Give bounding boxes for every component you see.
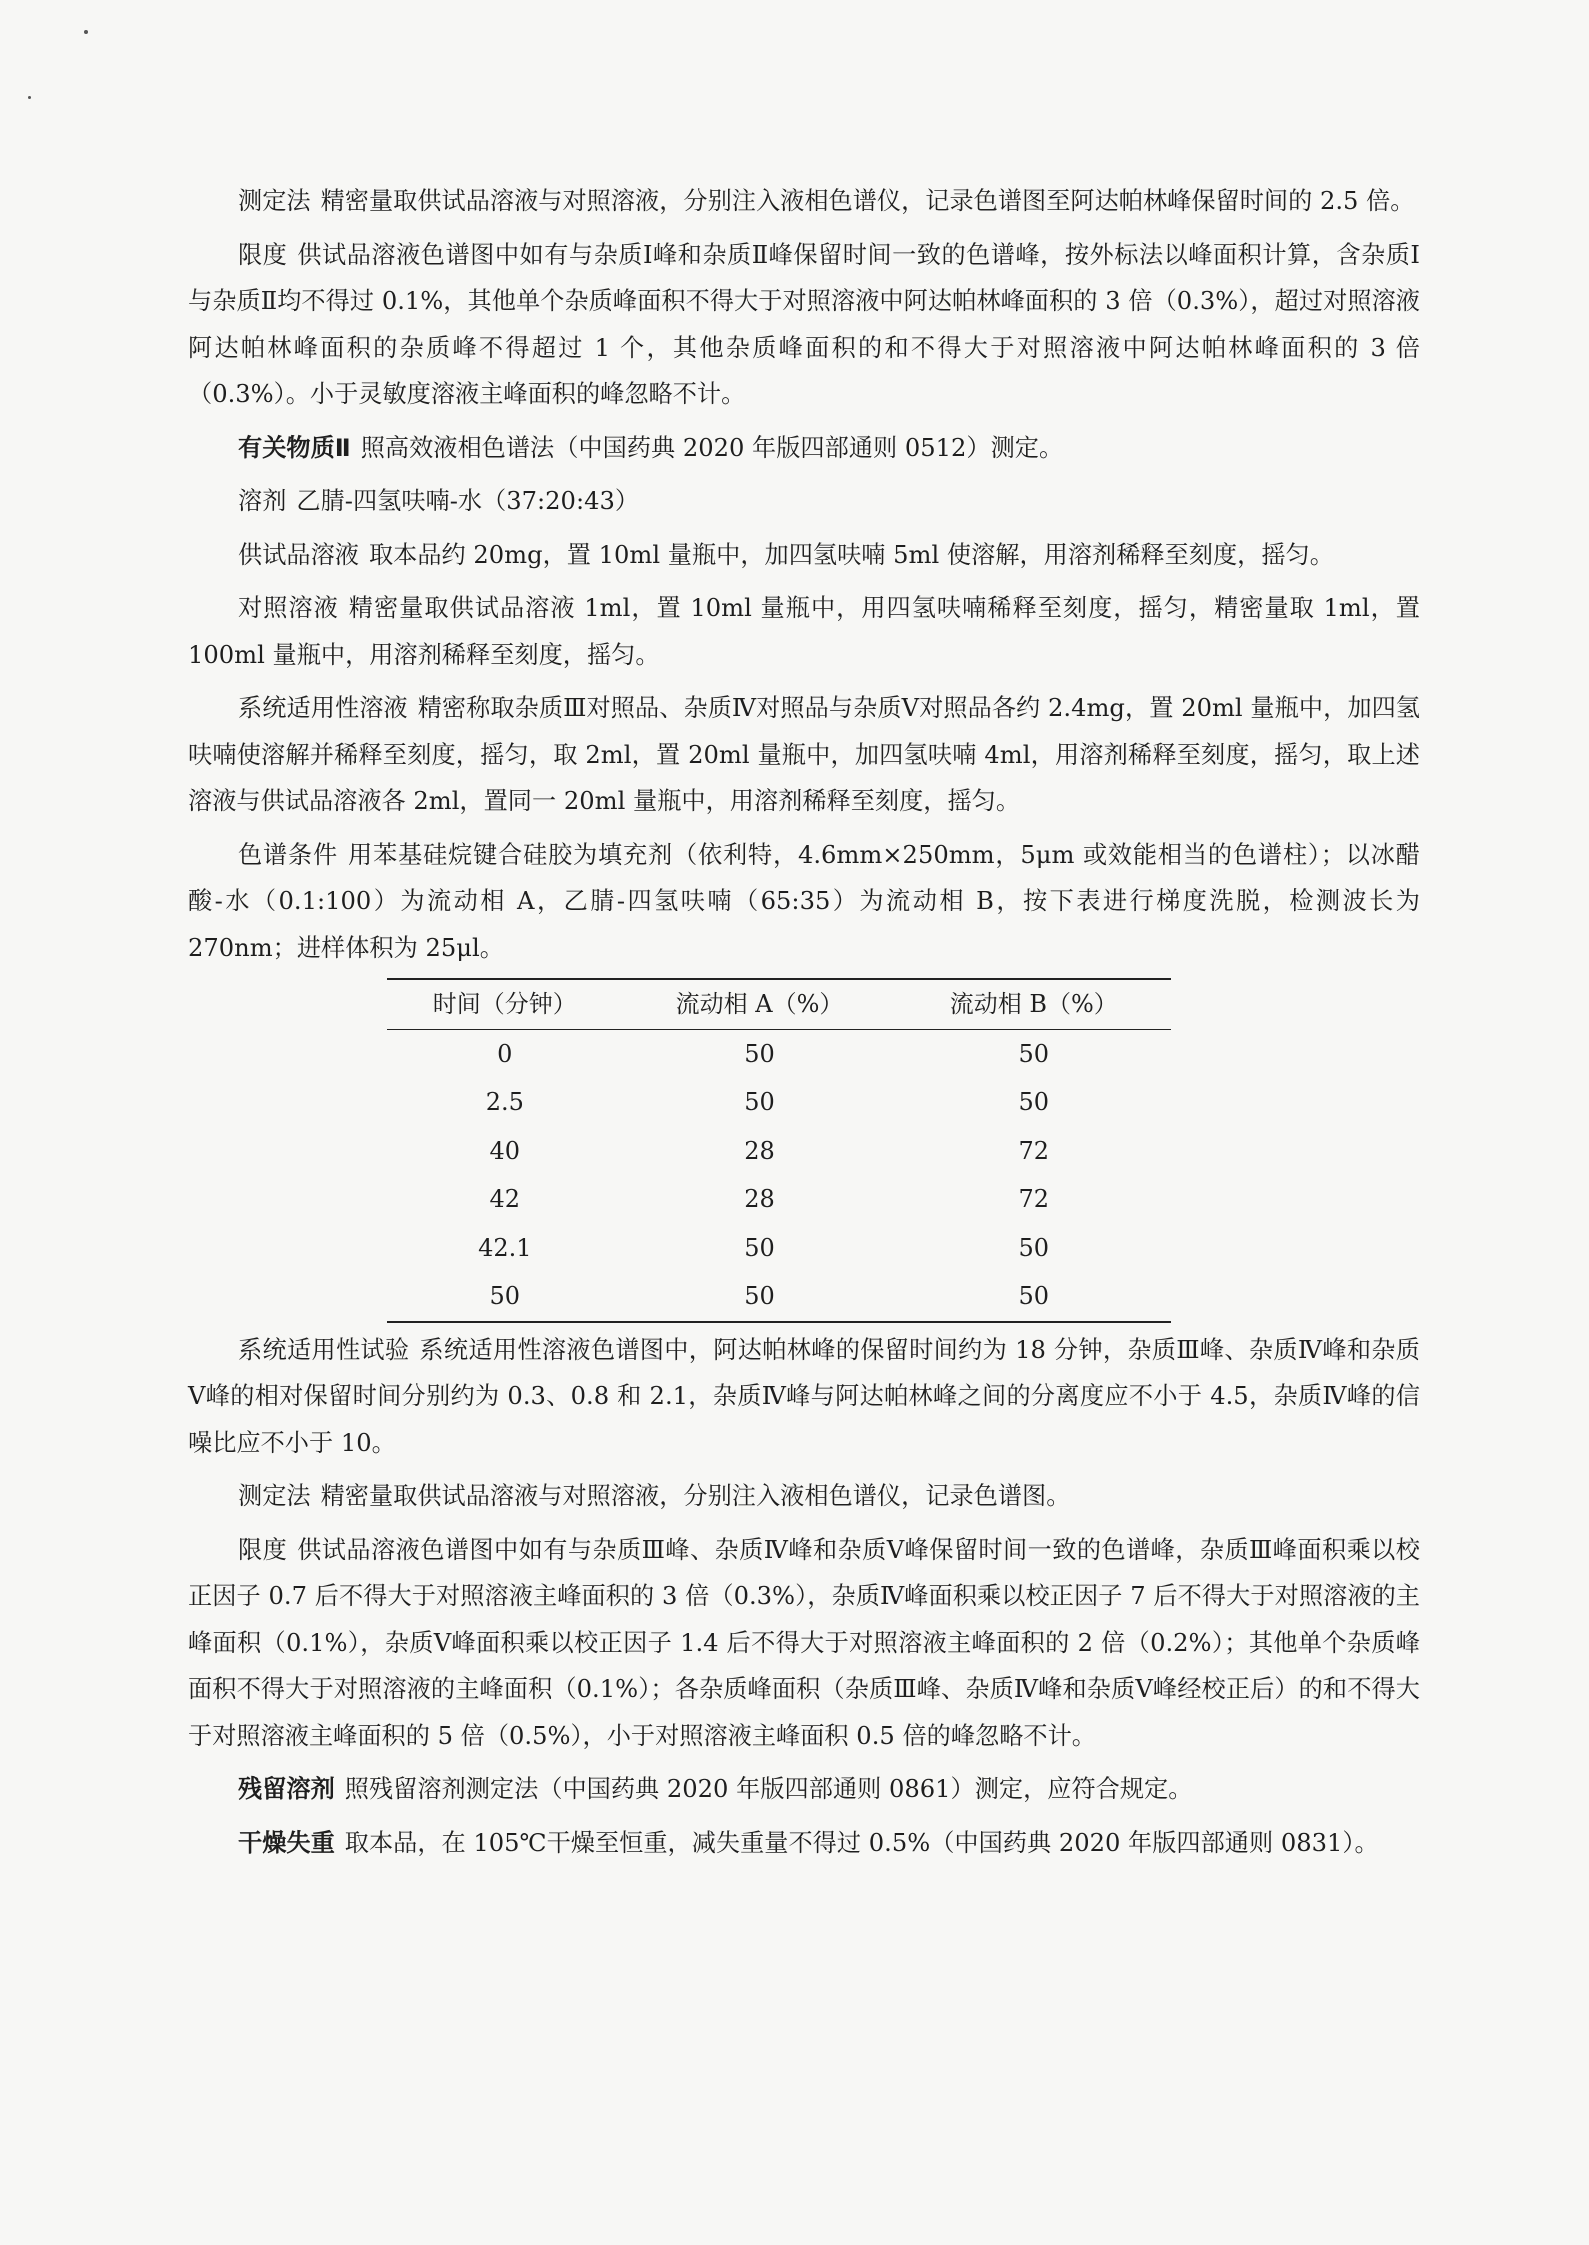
- paragraph-label: 系统适用性溶液: [238, 694, 408, 722]
- table-cell: 42: [489, 1185, 521, 1213]
- table-header-phase-b: 流动相 B（%）: [897, 979, 1171, 1029]
- paragraph-label: 限度: [238, 1535, 288, 1564]
- paragraph: [188, 1473, 1420, 1520]
- table-cell: 72: [1018, 1136, 1050, 1165]
- paragraph-label: 残留溶剂: [238, 1775, 335, 1803]
- paragraph-text: 取本品，在 105℃干燥至恒重，减失重量不得过 0.5%（中国药典 2020 年版四部通则 0831）。: [344, 1828, 1379, 1857]
- paragraph-label: 测定法: [238, 1482, 311, 1510]
- paragraph-label: 溶剂: [238, 487, 287, 515]
- paragraph: [188, 832, 1420, 972]
- paragraph: [188, 232, 1420, 418]
- paragraph: [188, 1820, 1420, 1867]
- paragraph-text: 供试品溶液色谱图中如有与杂质Ⅲ峰、杂质Ⅳ峰和杂质Ⅴ峰保留时间一致的色谱峰，杂质Ⅲ峰面积乘以校正因子 0.7 后不得大于对照溶液主峰面积的 3 倍（0.3%），杂质Ⅳ峰面积乘以校正因子 7 后不得大于对照溶液的主峰面积（0.1%），杂质Ⅴ峰面积乘以校正因子 1.4 后不得大于对照溶液主峰面积的 2 倍（0.2%）；其他单个杂质峰面积不得大于对照溶液的主峰面积（0.1%）；各杂质峰面积（杂质Ⅲ峰、杂质Ⅳ峰和杂质Ⅴ峰经校正后）的和不得大于对照溶液主峰面积的 5 倍（0.5%），小于对照溶液主峰面积 0.5 倍的峰忽略不计。: [188, 1535, 1420, 1750]
- table-cell: 50: [1018, 1233, 1050, 1262]
- paragraph: [188, 585, 1420, 678]
- paragraph-text: 取本品约 20mg，置 10ml 量瓶中，加四氢呋喃 5ml 使溶解，用溶剂稀释至刻度，摇匀。: [368, 540, 1334, 569]
- paragraph-label: 限度: [238, 240, 288, 269]
- paragraph-text: 精密量取供试品溶液 1ml，置 10ml 量瓶中，用四氢呋喃稀释至刻度，摇匀，精密量取 1ml，置 100ml 量瓶中，用溶剂稀释至刻度，摇匀。: [188, 594, 1420, 669]
- paragraph-label: 测定法: [238, 187, 311, 215]
- paragraph-group-top: [188, 178, 1420, 971]
- paragraph-text: 精密量取供试品溶液与对照溶液，分别注入液相色谱仪，记录色谱图至阿达帕林峰保留时间的 2.5 倍。: [320, 187, 1415, 215]
- table-cell: 50: [623, 1272, 897, 1322]
- paragraph: [188, 685, 1420, 825]
- paragraph: [188, 178, 1420, 225]
- paragraph-group-bottom: [188, 1327, 1420, 1867]
- table-cell: 50: [1018, 1088, 1050, 1116]
- paragraph-label: 干燥失重: [238, 1828, 335, 1857]
- table-cell: 42.1: [478, 1233, 532, 1262]
- gradient-table: [387, 978, 1171, 1323]
- scan-speck: [84, 30, 88, 34]
- table-header-time: 时间（分钟）: [387, 979, 623, 1029]
- table-cell: 72: [1018, 1185, 1050, 1213]
- table-cell: 28: [744, 1185, 775, 1213]
- table-body: [387, 1029, 1171, 1322]
- paragraph-text: 乙腈-四氢呋喃-水（37:20:43）: [296, 487, 640, 515]
- table-cell: 50: [744, 1233, 775, 1262]
- paragraph-text: 供试品溶液色谱图中如有与杂质Ⅰ峰和杂质Ⅱ峰保留时间一致的色谱峰，按外标法以峰面积计算，含杂质Ⅰ与杂质Ⅱ均不得过 0.1%，其他单个杂质峰面积不得大于对照溶液中阿达帕林峰面积的 3 倍（0.3%），超过对照溶液阿达帕林峰面积的杂质峰不得超过 1 个，其他杂质峰面积的和不得大于对照溶液中阿达帕林峰面积的 3 倍（0.3%）。小于灵敏度溶液主峰面积的峰忽略不计。: [188, 240, 1420, 408]
- table-row: [387, 1272, 1171, 1322]
- gradient-table-wrapper: [188, 978, 1420, 1323]
- paragraph: [188, 1527, 1420, 1760]
- paragraph: [188, 425, 1420, 472]
- paragraph-label: 对照溶液: [238, 594, 339, 622]
- scan-speck: [28, 96, 31, 99]
- paragraph-text: 照残留溶剂测定法（中国药典 2020 年版四部通则 0861）测定，应符合规定。: [344, 1775, 1193, 1803]
- table-row: [387, 1029, 1171, 1078]
- paragraph-text: 精密量取供试品溶液与对照溶液，分别注入液相色谱仪，记录色谱图。: [320, 1482, 1071, 1510]
- table-row: [387, 1224, 1171, 1273]
- table-cell: 50: [744, 1039, 775, 1068]
- paragraph-text: 系统适用性溶液色谱图中，阿达帕林峰的保留时间约为 18 分钟，杂质Ⅲ峰、杂质Ⅳ峰和杂质Ⅴ峰的相对保留时间分别约为 0.3、0.8 和 2.1，杂质Ⅳ峰与阿达帕林峰之间的分离度应不小于 4.5，杂质Ⅳ峰的信噪比应不小于 10。: [188, 1335, 1420, 1457]
- document-body: [188, 178, 1420, 1873]
- paragraph-label: 供试品溶液: [238, 540, 359, 569]
- paragraph-text: 用苯基硅烷键合硅胶为填充剂（依利特，4.6mm×250mm，5μm 或效能相当的色谱柱）；以冰醋酸-水（0.1:100）为流动相 A，乙腈-四氢呋喃（65:35）为流动相 B，按下表进行梯度洗脱，检测波长为 270nm；进样体积为 25μl。: [188, 840, 1420, 962]
- table-cell: 50: [744, 1088, 775, 1116]
- table-cell: 50: [1018, 1039, 1050, 1068]
- table-header-phase-a: 流动相 A（%）: [623, 979, 897, 1029]
- paragraph-label: 色谱条件: [238, 840, 338, 869]
- table-cell: 2.5: [485, 1088, 524, 1116]
- table-header-row: [387, 979, 1171, 1029]
- paragraph-text: 精密称取杂质Ⅲ对照品、杂质Ⅳ对照品与杂质Ⅴ对照品各约 2.4mg，置 20ml 量瓶中，加四氢呋喃使溶解并稀释至刻度，摇匀，取 2ml，置 20ml 量瓶中，加四氢呋喃 4ml，用溶剂稀释至刻度，摇匀，取上述溶液与供试品溶液各 2ml，置同一 20ml 量瓶中，用溶剂稀释至刻度，摇匀。: [188, 694, 1420, 815]
- table-row: [387, 1078, 1171, 1127]
- paragraph: [188, 1766, 1420, 1813]
- table-row: [387, 1175, 1171, 1224]
- paragraph: [188, 1327, 1420, 1467]
- paragraph: [188, 532, 1420, 579]
- table-cell: 50: [897, 1272, 1171, 1322]
- table-cell: 50: [387, 1272, 623, 1322]
- paragraph: [188, 478, 1420, 525]
- table-cell: 0: [497, 1039, 513, 1068]
- paragraph-label: 有关物质Ⅱ: [238, 433, 351, 462]
- table-cell: 28: [744, 1136, 775, 1165]
- paragraph-text: 照高效液相色谱法（中国药典 2020 年版四部通则 0512）测定。: [360, 433, 1064, 462]
- table-cell: 40: [489, 1136, 521, 1165]
- paragraph-label: 系统适用性试验: [238, 1335, 410, 1364]
- table-row: [387, 1127, 1171, 1176]
